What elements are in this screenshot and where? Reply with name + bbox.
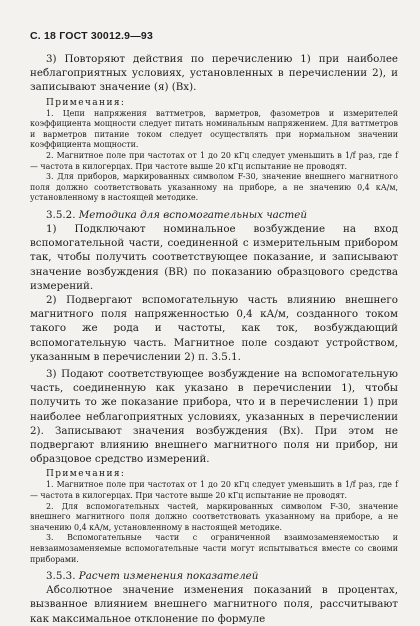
- paragraph-repeat-actions: 3) Повторяют действия по перечислению 1) при наиболее неблагоприятных условиях, установленных в перечислении 2), и записывают значение (я) (Bx).: [30, 53, 398, 94]
- notes-title: Примечания:: [46, 97, 126, 108]
- page-header: С. 18 ГОСТ 30012.9—93: [30, 30, 153, 42]
- note-3: 3. Для приборов, маркированных символом F-30, значение внешнего магнитного поля должно соответствовать указанному на приборе, а не значению 0,4 кА/м, установленному в настоящей методике.: [30, 172, 398, 203]
- notes-title: Примечания:: [46, 469, 126, 480]
- section-title: Расчет изменения показателей: [78, 570, 259, 583]
- note-1: 1. Цепи напряжения ваттметров, варметров, фазометров и измерителей коэффициента мощности следует питать номинальным напряжением. Для ваттметров и варметров питание током следует осуществлять при нормальном значении коэффициента мощности.: [30, 108, 398, 150]
- note-2: 2. Для вспомогательных частей, маркированных символом F-30, значение внешнего магнитного поля должно соответствовать указанному на приборе, а не значению 0,4 кА/м, установленному в настоящей методике.: [30, 501, 398, 532]
- paragraph-calculation: Абсолютное значение изменения показаний в процентах, вызванное влиянием внешнего магнитного поля, рассчитывают как максимальное отклонение по формуле: [30, 584, 398, 625]
- section-title: Методика для вспомогательных частей: [78, 208, 307, 221]
- note-2: 2. Магнитное поле при частотах от 1 до 20 кГц следует уменьшить в 1/f раз, где f — частота в килогерцах. При частоте выше 20 кГц испытание не проводят.: [30, 150, 398, 171]
- note-1: 1. Магнитное поле при частотах от 1 до 20 кГц следует уменьшить в 1/f раз, где f — частота в килогерцах. При частоте выше 20 кГц испытание не проводят.: [30, 480, 398, 500]
- section-number: 3.5.2.: [46, 208, 76, 221]
- paragraph-step-2: 2) Подвергают вспомогательную часть влиянию внешнего магнитного поля напряженностью 0,4 кА/м, созданного током такого же рода и частоты, как ток, возбуждающий вспомогательную часть. Магнитное поле создают устройством, указанным в перечислении 2) п. 3.5.1.: [30, 293, 398, 363]
- section-heading-3-5-2: [30, 208, 398, 222]
- note-3: 3. Вспомогательные части с ограниченной взаимозаменяемостью и невзаимозаменяемые вспомогательные части могут испытываться вместе со своими приборами.: [30, 533, 398, 564]
- paragraph-step-1: 1) Подключают номинальное возбуждение на вход вспомогательной части, соединенной с измерительным прибором так, чтобы получить соответствующее показание, и записывают значение возбуждения (BR) по показанию образцового средства измерений.: [30, 222, 398, 292]
- section-number: 3.5.3.: [46, 570, 76, 583]
- paragraph-step-3: 3) Подают соответствующее возбуждение на вспомогательную часть, соединенную как указано в перечислении 1), чтобы получить то же показание прибора, что и в перечислении 1) при наиболее неблагоприятных условиях, указанных в перечислении 2). Записывают значения возбуждения (Bx). При этом не подвергают влиянию внешнего магнитного поля ни прибор, ни образцовое средство измерений.: [30, 367, 398, 466]
- section-heading-3-5-3: [30, 569, 398, 583]
